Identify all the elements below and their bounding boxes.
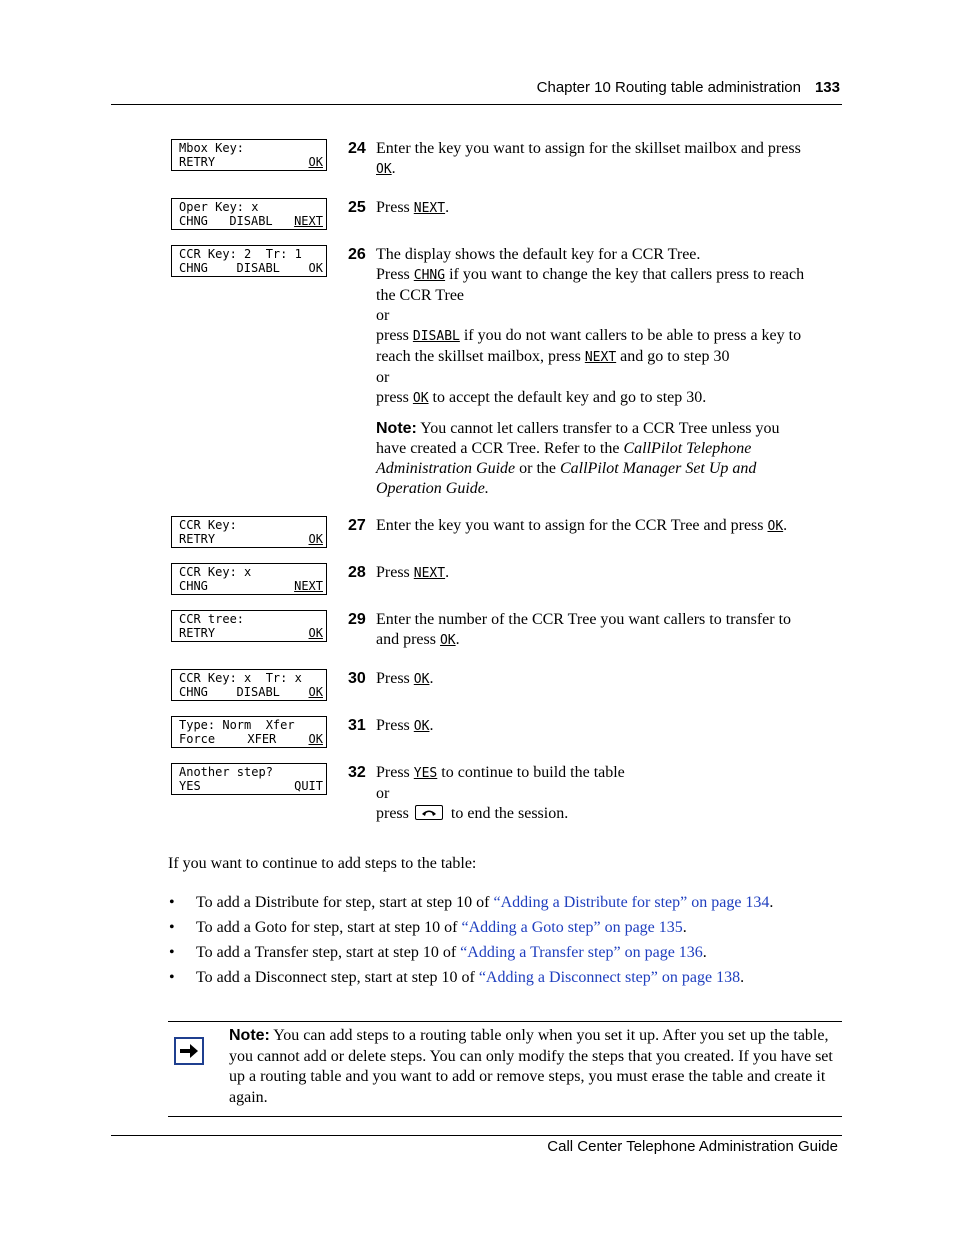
step-32: 32 Press YES to continue to build the table or press to end the session. [348, 764, 625, 822]
display-screen-ccr-key-tree: CCR Key: x Tr: x CHNG DISABL OK [171, 669, 327, 701]
display-screen-ccr-tree: CCR tree: RETRY OK [171, 610, 327, 642]
link-transfer-step[interactable]: “Adding a Transfer step” on page 136 [460, 944, 703, 961]
step-29: 29 Enter the number of the CCR Tree you want callers to transfer to and press OK. [348, 611, 792, 648]
list-item: • To add a Disconnect step, start at step 10 of “Adding a Disconnect step” on page 138. [169, 969, 745, 986]
step-26: 26 The display shows the default key for a CCR Tree. Press CHNG if you want to change the key that callers press to reach the CCR Tree or press DISABL if you do not want callers to be able to press a key to reach the skillset mailbox, press NEXT and go to step 30 or press OK to accept the default key and go to step 30. Note: You cannot let callers transfer to a CCR Tree unless you have created a CCR Tree. Refer to the CallPilot Telephone Administration Guide or the CallPilot Manager Set Up and Operation Guide. [348, 245, 840, 499]
footer-rule [111, 1135, 842, 1136]
header-rule [111, 104, 842, 105]
display-screen-ccr-key-default: CCR Key: 2 Tr: 1 CHNG DISABL OK [171, 245, 327, 277]
intro-paragraph: If you want to continue to add steps to the table: [168, 855, 477, 872]
link-distribute-step[interactable]: “Adding a Distribute for step” on page 134 [493, 894, 770, 911]
step-30: 30 Press OK. [348, 670, 434, 687]
note-text: Note: You can add steps to a routing table only when you set it up. After you set up the table, you cannot add or delete steps. You can only modify the steps that you created. If you have set up a routing table and you want to add or remove steps, you must erase the table and create it again. [229, 1027, 833, 1106]
page-number: 133 [814, 79, 840, 96]
page-header [0, 79, 840, 96]
display-screen-mbox-key: Mbox Key: RETRY OK [171, 139, 327, 171]
chapter-title: Chapter 10 Routing table administration [536, 79, 801, 96]
step-27: 27 Enter the key you want to assign for the CCR Tree and press OK. [348, 517, 788, 534]
display-screen-ccr-key: CCR Key: RETRY OK [171, 516, 327, 548]
display-screen-another-step: Another step? YES QUIT [171, 763, 327, 795]
note-box [168, 1021, 842, 1117]
display-screen-ccr-key-set: CCR Key: x CHNG NEXT [171, 563, 327, 595]
list-item: • To add a Distribute for step, start at step 10 of “Adding a Distribute for step” on page 134. [169, 894, 774, 911]
step-24: 24 Enter the key you want to assign for the skillset mailbox and press OK. [348, 140, 801, 177]
link-disconnect-step[interactable]: “Adding a Disconnect step” on page 138 [478, 969, 741, 986]
arrow-right-icon [174, 1037, 204, 1065]
step-25: 25 Press NEXT. [348, 199, 450, 216]
continue-steps-list [168, 894, 848, 994]
step-26-note: Note: You cannot let callers transfer to a CCR Tree unless you have created a CCR Tree. Refer to the CallPilot Telephone Administration Guide or the CallPilot Manager Set Up and Operation Guide. [376, 420, 780, 497]
display-screen-oper-key: Oper Key: x CHNG DISABL NEXT [171, 198, 327, 230]
footer-title: Call Center Telephone Administration Guide [547, 1138, 838, 1155]
list-item: • To add a Goto for step, start at step 10 of “Adding a Goto step” on page 135. [169, 919, 687, 936]
link-goto-step[interactable]: “Adding a Goto step” on page 135 [461, 919, 683, 936]
display-screen-type: Type: Norm Xfer Force XFER OK [171, 716, 327, 748]
phone-release-icon [415, 805, 443, 820]
list-item: • To add a Transfer step, start at step 10 of “Adding a Transfer step” on page 136. [169, 944, 707, 961]
step-28: 28 Press NEXT. [348, 564, 450, 581]
step-31: 31 Press OK. [348, 717, 434, 734]
